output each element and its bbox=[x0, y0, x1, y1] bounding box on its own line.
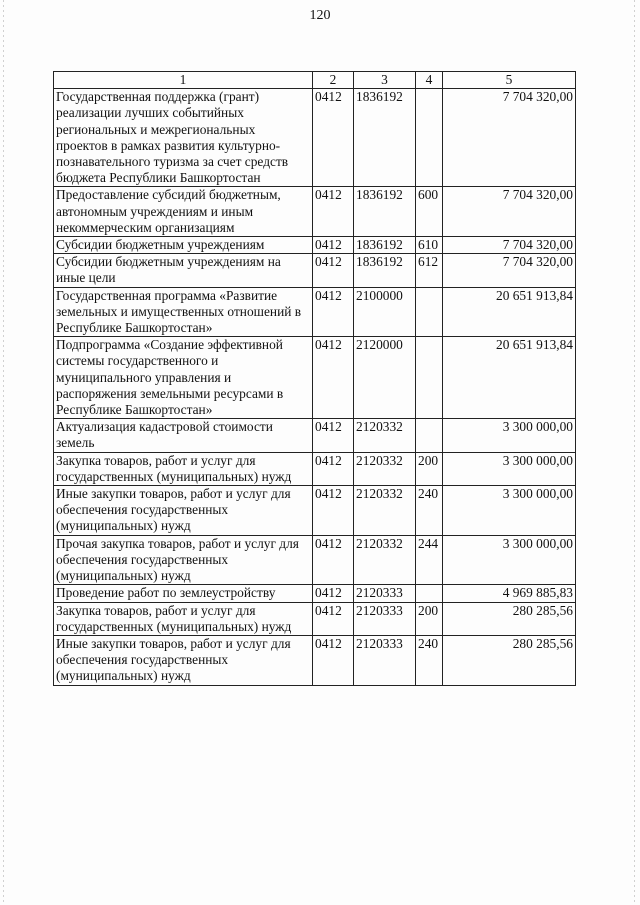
row-name: Государственная программа «Развитие земельных и имущественных отношений в Республике Башкортостан» bbox=[54, 287, 313, 337]
row-section: 0412 bbox=[313, 89, 354, 187]
row-amount: 20 651 913,84 bbox=[443, 287, 576, 337]
row-name: Предоставление субсидий бюджетным, автономным учреждениям и иным некоммерческим организациям bbox=[54, 187, 313, 237]
row-name: Иные закупки товаров, работ и услуг для обеспечения государственных (муниципальных) нужд bbox=[54, 635, 313, 685]
table-row bbox=[54, 254, 576, 287]
table-row bbox=[54, 419, 576, 452]
table-row bbox=[54, 602, 576, 635]
scan-edge-left bbox=[3, 0, 4, 905]
row-type: 200 bbox=[416, 602, 443, 635]
row-type bbox=[416, 337, 443, 419]
table-row bbox=[54, 187, 576, 237]
row-target: 2120332 bbox=[354, 535, 416, 585]
row-section: 0412 bbox=[313, 287, 354, 337]
row-name: Государственная поддержка (грант) реализации лучших событийных региональных и межрегиональных проектов в рамках развития культурно-познавательного туризма за счет средств бюджета Республики Башкортостан bbox=[54, 89, 313, 187]
header-col-1: 1 bbox=[54, 72, 313, 89]
row-target: 1836192 bbox=[354, 187, 416, 237]
row-target: 2120333 bbox=[354, 602, 416, 635]
row-amount: 7 704 320,00 bbox=[443, 187, 576, 237]
table-row bbox=[54, 585, 576, 602]
table-row bbox=[54, 535, 576, 585]
table-row bbox=[54, 89, 576, 187]
row-target: 1836192 bbox=[354, 237, 416, 254]
row-target: 2120332 bbox=[354, 419, 416, 452]
row-name: Закупка товаров, работ и услуг для государственных (муниципальных) нужд bbox=[54, 452, 313, 485]
row-type: 610 bbox=[416, 237, 443, 254]
row-amount: 3 300 000,00 bbox=[443, 535, 576, 585]
row-section: 0412 bbox=[313, 602, 354, 635]
row-target: 1836192 bbox=[354, 89, 416, 187]
table-row bbox=[54, 287, 576, 337]
row-type: 240 bbox=[416, 486, 443, 536]
table-row bbox=[54, 486, 576, 536]
row-target: 1836192 bbox=[354, 254, 416, 287]
row-type: 200 bbox=[416, 452, 443, 485]
header-col-2: 2 bbox=[313, 72, 354, 89]
row-type bbox=[416, 585, 443, 602]
row-amount: 280 285,56 bbox=[443, 635, 576, 685]
table-row bbox=[54, 237, 576, 254]
row-amount: 7 704 320,00 bbox=[443, 89, 576, 187]
row-name: Подпрограмма «Создание эффективной системы государственного и муниципального управления и распоряжения земельными ресурсами в Республике Башкортостан» bbox=[54, 337, 313, 419]
budget-table bbox=[53, 71, 576, 686]
row-amount: 3 300 000,00 bbox=[443, 419, 576, 452]
row-amount: 280 285,56 bbox=[443, 602, 576, 635]
header-col-5: 5 bbox=[443, 72, 576, 89]
page-number: 120 bbox=[309, 8, 331, 23]
row-type: 244 bbox=[416, 535, 443, 585]
row-name: Субсидии бюджетным учреждениям на иные цели bbox=[54, 254, 313, 287]
row-amount: 7 704 320,00 bbox=[443, 237, 576, 254]
row-target: 2120000 bbox=[354, 337, 416, 419]
row-section: 0412 bbox=[313, 452, 354, 485]
row-target: 2100000 bbox=[354, 287, 416, 337]
row-type bbox=[416, 419, 443, 452]
row-section: 0412 bbox=[313, 337, 354, 419]
row-type: 240 bbox=[416, 635, 443, 685]
row-section: 0412 bbox=[313, 187, 354, 237]
row-amount: 3 300 000,00 bbox=[443, 452, 576, 485]
row-name: Прочая закупка товаров, работ и услуг для обеспечения государственных (муниципальных) нужд bbox=[54, 535, 313, 585]
row-target: 2120332 bbox=[354, 452, 416, 485]
header-col-3: 3 bbox=[354, 72, 416, 89]
row-section: 0412 bbox=[313, 635, 354, 685]
row-section: 0412 bbox=[313, 237, 354, 254]
row-section: 0412 bbox=[313, 585, 354, 602]
row-name: Актуализация кадастровой стоимости земель bbox=[54, 419, 313, 452]
row-name: Субсидии бюджетным учреждениям bbox=[54, 237, 313, 254]
row-type: 612 bbox=[416, 254, 443, 287]
row-name: Проведение работ по землеустройству bbox=[54, 585, 313, 602]
header-row bbox=[54, 72, 576, 89]
row-type bbox=[416, 287, 443, 337]
row-target: 2120333 bbox=[354, 635, 416, 685]
row-target: 2120332 bbox=[354, 486, 416, 536]
row-amount: 4 969 885,83 bbox=[443, 585, 576, 602]
table-row bbox=[54, 635, 576, 685]
row-target: 2120333 bbox=[354, 585, 416, 602]
row-name: Иные закупки товаров, работ и услуг для обеспечения государственных (муниципальных) нужд bbox=[54, 486, 313, 536]
row-type bbox=[416, 89, 443, 187]
row-type: 600 bbox=[416, 187, 443, 237]
row-section: 0412 bbox=[313, 254, 354, 287]
row-section: 0412 bbox=[313, 486, 354, 536]
row-amount: 3 300 000,00 bbox=[443, 486, 576, 536]
row-section: 0412 bbox=[313, 535, 354, 585]
row-name: Закупка товаров, работ и услуг для государственных (муниципальных) нужд bbox=[54, 602, 313, 635]
row-amount: 20 651 913,84 bbox=[443, 337, 576, 419]
row-amount: 7 704 320,00 bbox=[443, 254, 576, 287]
table-row bbox=[54, 452, 576, 485]
scan-edge-right bbox=[634, 0, 635, 905]
row-section: 0412 bbox=[313, 419, 354, 452]
table-row bbox=[54, 337, 576, 419]
header-col-4: 4 bbox=[416, 72, 443, 89]
